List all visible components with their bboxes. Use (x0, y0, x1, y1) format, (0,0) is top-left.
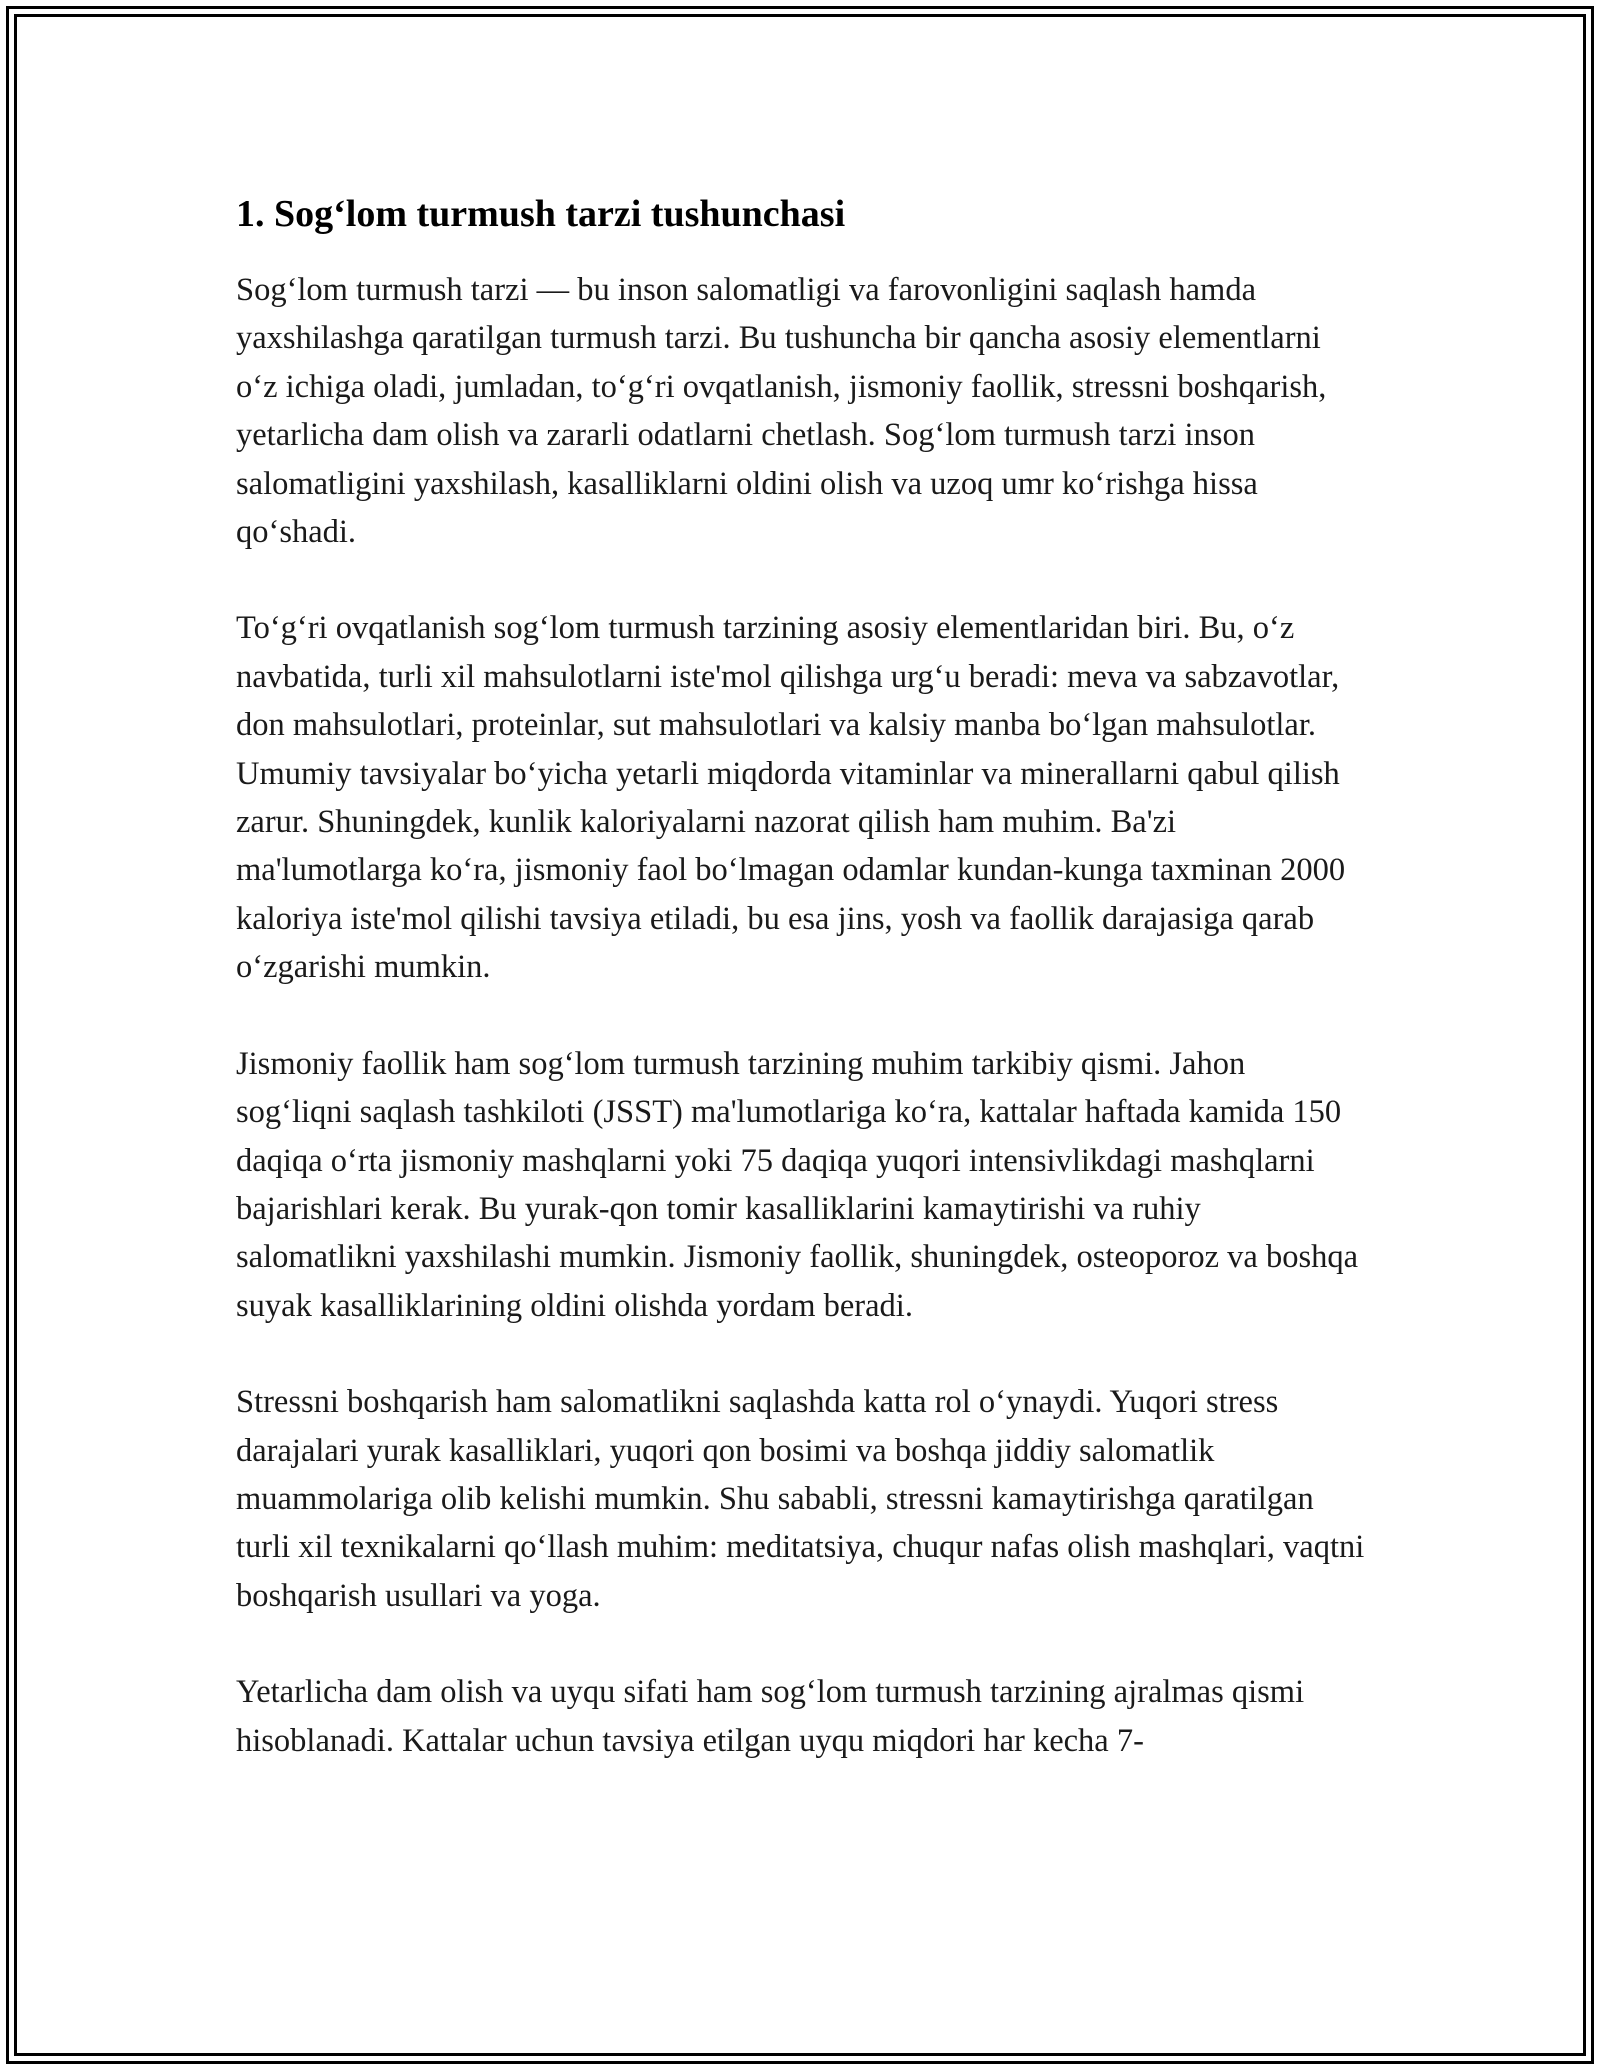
document-body (236, 186, 1366, 1813)
paragraph-nutrition: To‘g‘ri ovqatlanish sog‘lom turmush tarzining asosiy elementlaridan biri. Bu, o‘z navbatida, turli xil mahsulotlarni iste'mol qilishga urg‘u beradi: meva va sabzavotlar, don mahsulotlari, proteinlar, sut mahsulotlari va kalsiy manba bo‘lgan mahsulotlar. Umumiy tavsiyalar bo‘yicha yetarli miqdorda vitaminlar va minerallarni qabul qilish zarur. Shuningdek, kunlik kaloriyalarni nazorat qilish ham muhim. Ba'zi ma'lumotlarga ko‘ra, jismoniy faol bo‘lmagan odamlar kundan-kunga taxminan 2000 kaloriya iste'mol qilishi tavsiya etiladi, bu esa jins, yosh va faollik darajasiga qarab o‘zgarishi mumkin. (236, 610, 1346, 986)
paragraph-stress-management: Stressni boshqarish ham salomatlikni saqlashda katta rol o‘ynaydi. Yuqori stress darajalari yurak kasalliklari, yuqori qon bosimi va boshqa jiddiy salomatlik muammolariga olib kelishi mumkin. Shu sababli, stressni kamaytirishga qaratilgan turli xil texnikalarni qo‘llash muhim: meditatsiya, chuqur nafas olish mashqlari, vaqtni boshqarish usullari va yoga. (236, 1384, 1365, 1614)
section-heading: 1. Sog‘lom turmush tarzi tushunchasi (236, 193, 846, 235)
paragraph-rest-sleep: Yetarlicha dam olish va uyqu sifati ham sog‘lom turmush tarzining ajralmas qismi hisoblanadi. Kattalar uchun tavsiya etilgan uyqu miqdori har kecha 7- (236, 1674, 1305, 1759)
paragraph-definition: Sog‘lom turmush tarzi — bu inson salomatligi va farovonligini saqlash hamda yaxshilashga qaratilgan turmush tarzi. Bu tushuncha bir qancha asosiy elementlarni o‘z ichiga oladi, jumladan, to‘g‘ri ovqatlanish, jismoniy faollik, stressni boshqarish, yetarlicha dam olish va zararli odatlarni chetlash. Sog‘lom turmush tarzi inson salomatligini yaxshilash, kasalliklarni oldini olish va uzoq umr ko‘rishga hissa qo‘shadi. (236, 272, 1327, 551)
paragraph-physical-activity: Jismoniy faollik ham sog‘lom turmush tarzining muhim tarkibiy qismi. Jahon sog‘liqni saqlash tashkiloti (JSST) ma'lumotlariga ko‘ra, kattalar haftada kamida 150 daqiqa o‘rta jismoniy mashqlarni yoki 75 daqiqa yuqori intensivlikdagi mashqlarni bajarishlari kerak. Bu yurak-qon tomir kasalliklarini kamaytirishi va ruhiy salomatlikni yaxshilashi mumkin. Jismoniy faollik, shuningdek, osteoporoz va boshqa suyak kasalliklarining oldini olishda yordam beradi. (236, 1045, 1359, 1324)
